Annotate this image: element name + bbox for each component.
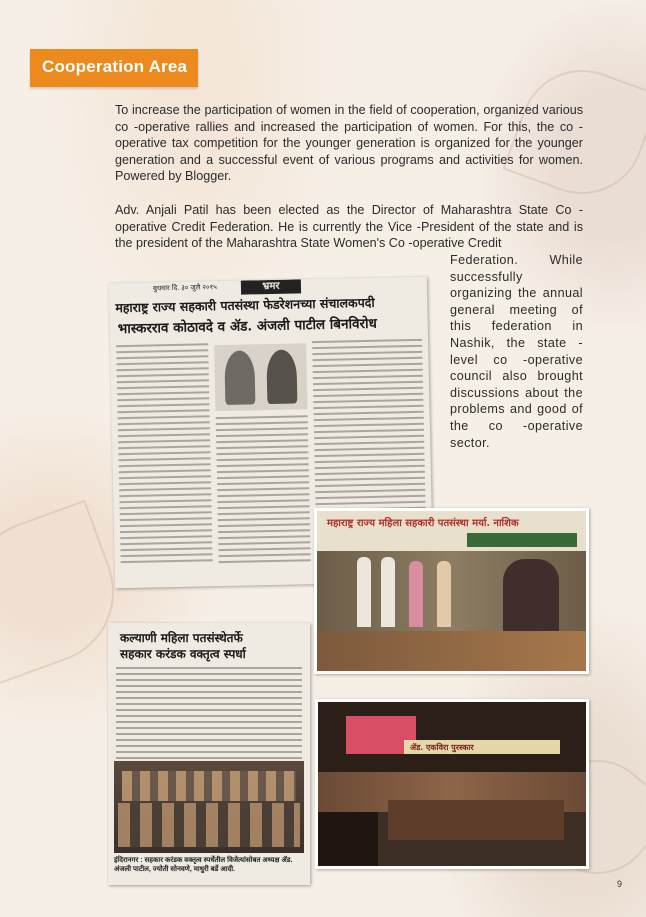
clipping-headline-1: महाराष्ट्र राज्य सहकारी पतसंस्था फेडरेशनच्या संचालकपदी (115, 294, 375, 316)
event-photo-dais (315, 699, 589, 869)
clipping-date: बुधवार दि. ३० जुलै २०१५ (152, 284, 217, 293)
clipping2-text (116, 667, 302, 763)
group-photo (114, 761, 304, 853)
portrait-photos (214, 343, 307, 411)
person (381, 557, 395, 627)
intro-paragraph: To increase the participation of women in the field of cooperation, organized various co -operative rallies and increased the participation of women. For this, the co -operative tax competition for the younger generation is organized for the younger generation and a successful event of various programs and activities for women. Powered by Blogger. (115, 103, 583, 184)
clipping-text-column (116, 343, 213, 567)
portrait-woman (266, 349, 297, 404)
dais-table (388, 800, 564, 840)
stage-banner: महाराष्ट्र राज्य महिला सहकारी पतसंस्था मर्या. नाशिक (317, 511, 586, 551)
person (357, 557, 371, 627)
director-paragraph: Adv. Anjali Patil has been elected as the Director of Maharashtra State Co - operative Credit Federation. He is currently the Vice -President of the state and is the president of the Maharashtra State Women's Co -operative Credit (115, 203, 583, 251)
clipping-headline-2: भास्करराव कोठावदे व ॲड. अंजली पाटील बिनविरोध (117, 315, 378, 338)
person (409, 561, 423, 627)
clipping2-caption: इंदिरानगर : सहकार करंडक वक्तृत्व स्पर्धेतील विजेत्यांसोबत अध्यक्ष ॲड. अंजली पाटील, ज्योती सोनवणे, माधुरी बर्डे आदी. (114, 857, 293, 873)
audience (318, 812, 378, 866)
clipping2-headline-1: कल्याणी महिला पतसंस्थेतर्फे (120, 631, 243, 645)
section-header (30, 49, 198, 87)
event-photo-stage (314, 508, 589, 674)
clipping2-headline-2: सहकार करंडक वक्तृत्व स्पर्धा (120, 647, 246, 661)
portrait-man (224, 350, 255, 405)
person (437, 561, 451, 627)
dais-banner: ॲड. एकविरा पुरस्कार (404, 740, 560, 754)
stage-floor (317, 631, 586, 671)
newspaper-clipping-competition (108, 623, 310, 885)
clipping-text-column (216, 415, 311, 567)
director-paragraph-continued: Federation. While successfully organizing the annual general meeting of this federation in Nashik, the state - level co -operative council also brought discussions about the problems and good of the co -operative sector. (450, 253, 583, 450)
page-number: 9 (616, 879, 622, 889)
newspaper-masthead: भ्रमर (241, 279, 301, 294)
section-title: Cooperation Area (42, 57, 188, 76)
